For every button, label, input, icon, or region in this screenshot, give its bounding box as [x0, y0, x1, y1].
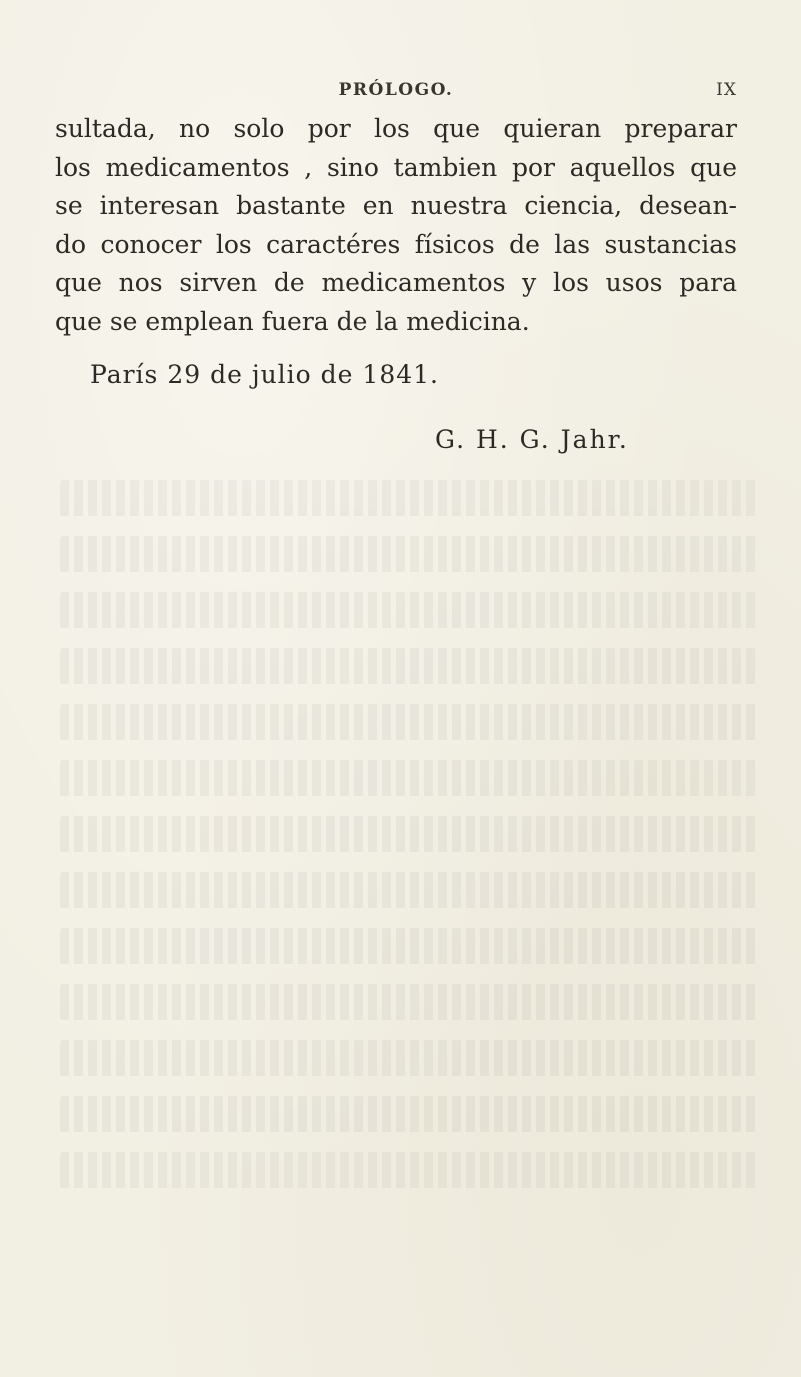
- text-line: sultada, no solo por los que quieran preparar: [55, 114, 737, 143]
- author-signature: G. H. G. Jahr.: [435, 425, 629, 454]
- text-line: se interesan bastante en nuestra ciencia, desean-: [55, 191, 737, 220]
- dateline: París 29 de julio de 1841.: [90, 360, 439, 389]
- page-number: IX: [716, 80, 737, 100]
- bleed-through-texture: [60, 480, 760, 1240]
- text-line: los medicamentos , sino tambien por aquellos que: [55, 152, 737, 182]
- text-line: que nos sirven de medicamentos y los usos para: [55, 268, 737, 297]
- text-line: que se emplean fuera de la medicina.: [55, 306, 530, 336]
- running-title: PRÓLOGO.: [338, 80, 454, 100]
- running-head: [55, 80, 737, 104]
- body-paragraph: [55, 110, 737, 341]
- text-line: do conocer los caractéres físicos de las sustancias: [55, 229, 737, 259]
